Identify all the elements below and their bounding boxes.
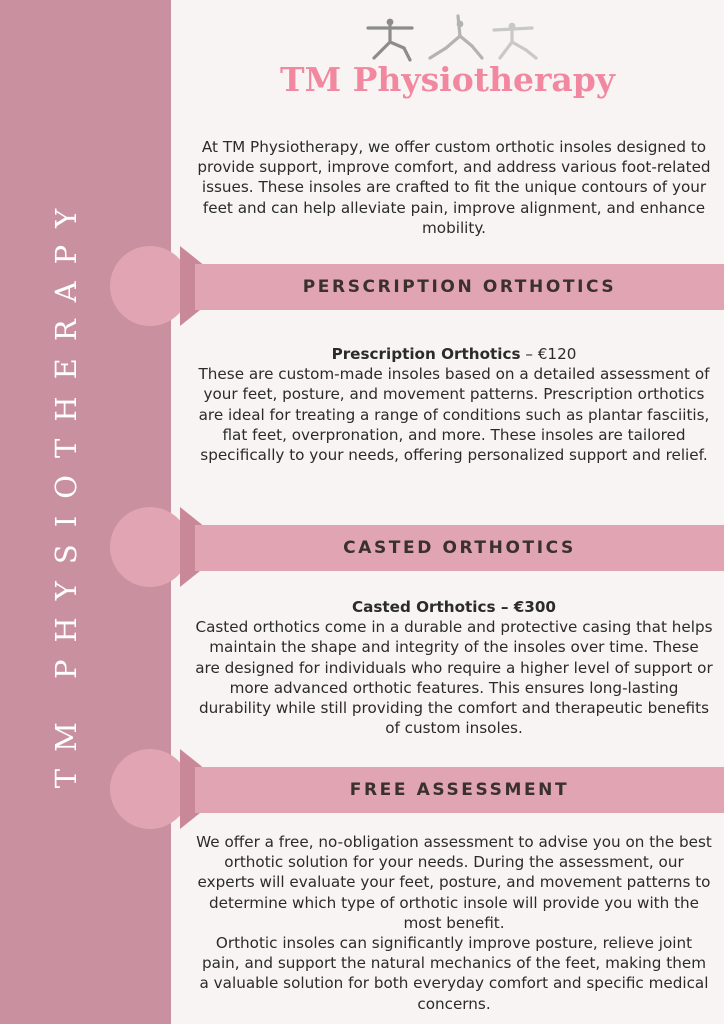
section-heading-casted: CASTED ORTHOTICS [195,525,724,571]
sidebar-brand-text: TM PHYSIOTHERAPY [49,191,83,789]
section-text-assessment: We offer a free, no-obligation assessment to advise you on the best orthotic solution for your needs. During the assessment, our experts will evaluate your feet, posture, and movement patterns to determine which type of orthotic insole will provide you with the most benefit. [196,833,712,932]
section-price-prescription: – €120 [520,345,577,363]
section-body-prescription [195,344,713,465]
intro-text: At TM Physiotherapy, we offer custom orthotic insoles designed to provide support, improve comfort, and address various foot-related issues. These insoles are crafted to fit the unique contours of your feet and can help alleviate pain, improve alignment, and enhance mobility. [197,138,711,237]
section-subtitle-casted: Casted Orthotics – €300 [351,598,556,616]
section-text-assessment-2: Orthotic insoles can significantly improve posture, relieve joint pain, and support the natural mechanics of the feet, making them a valuable solution for both everyday comfort and specific medical concerns. [199,934,709,1013]
section-bullet-circle [110,246,190,326]
section-subtitle-prescription: Prescription Orthotics [331,345,521,363]
section-bullet-circle [110,749,190,829]
section-bullet-circle [110,507,190,587]
brand-title: TM Physiotherapy [280,60,615,99]
section-heading-assessment: FREE ASSESSMENT [195,767,724,813]
section-body-assessment [195,832,713,1014]
section-heading-prescription: PERSCRIPTION ORTHOTICS [195,264,724,310]
yoga-figures-icon [360,14,545,66]
section-text-prescription: These are custom-made insoles based on a detailed assessment of your feet, posture, and movement patterns. Prescription orthotics are ideal for treating a range of conditions such as plantar fasciitis, flat feet, overpronation, and more. These insoles are tailored specifically to your needs, offering personalized support and relief. [198,365,710,465]
section-body-casted [195,597,713,738]
section-text-casted: Casted orthotics come in a durable and protective casing that helps maintain the shape and integrity of the insoles over time. These are designed for individuals who require a higher level of support or more advanced orthotic features. This ensures long-lasting durability while still providing the comfort and therapeutic benefits of custom insoles. [195,618,713,738]
